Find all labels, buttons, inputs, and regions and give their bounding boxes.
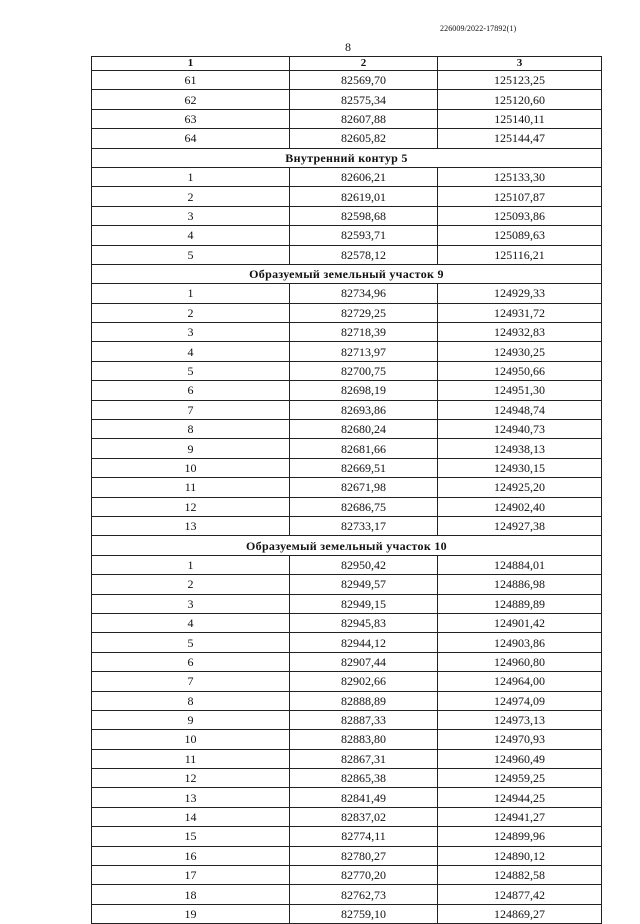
y-coordinate-cell: 124940,73 (438, 420, 602, 439)
y-coordinate-cell: 125144,47 (438, 129, 602, 148)
x-coordinate-cell: 82888,89 (290, 691, 438, 710)
x-coordinate-cell: 82569,70 (290, 71, 438, 90)
x-coordinate-cell: 82607,88 (290, 109, 438, 128)
y-coordinate-cell: 124960,80 (438, 652, 602, 671)
point-number-cell: 2 (92, 303, 290, 322)
y-coordinate-cell: 125123,25 (438, 71, 602, 90)
point-number-cell: 64 (92, 129, 290, 148)
y-coordinate-cell: 124886,98 (438, 575, 602, 594)
y-coordinate-cell: 124950,66 (438, 361, 602, 380)
section-header-row (92, 264, 602, 283)
x-coordinate-cell: 82902,66 (290, 672, 438, 691)
table-row (92, 710, 602, 729)
table-row (92, 904, 602, 923)
y-coordinate-cell: 124929,33 (438, 284, 602, 303)
y-coordinate-cell: 124973,13 (438, 710, 602, 729)
point-number-cell: 17 (92, 866, 290, 885)
table-row (92, 885, 602, 904)
x-coordinate-cell: 82907,44 (290, 652, 438, 671)
point-number-cell: 6 (92, 381, 290, 400)
table-row (92, 827, 602, 846)
table-row (92, 303, 602, 322)
table-row (92, 284, 602, 303)
table-row (92, 129, 602, 148)
point-number-cell: 11 (92, 478, 290, 497)
y-coordinate-cell: 124877,42 (438, 885, 602, 904)
point-number-cell: 10 (92, 730, 290, 749)
point-number-cell: 13 (92, 788, 290, 807)
table-row (92, 652, 602, 671)
table-row (92, 807, 602, 826)
y-coordinate-cell: 124931,72 (438, 303, 602, 322)
x-coordinate-cell: 82887,33 (290, 710, 438, 729)
point-number-cell: 1 (92, 555, 290, 574)
y-coordinate-cell: 124884,01 (438, 555, 602, 574)
y-coordinate-cell: 124930,15 (438, 458, 602, 477)
y-coordinate-cell: 125116,21 (438, 245, 602, 264)
table-row (92, 497, 602, 516)
x-coordinate-cell: 82944,12 (290, 633, 438, 652)
table-row (92, 691, 602, 710)
point-number-cell: 8 (92, 420, 290, 439)
x-coordinate-cell: 82713,97 (290, 342, 438, 361)
y-coordinate-cell: 124944,25 (438, 788, 602, 807)
point-number-cell: 3 (92, 323, 290, 342)
x-coordinate-cell: 82575,34 (290, 90, 438, 109)
table-row (92, 206, 602, 225)
point-number-cell: 11 (92, 749, 290, 768)
x-coordinate-cell: 82841,49 (290, 788, 438, 807)
x-coordinate-cell: 82700,75 (290, 361, 438, 380)
table-row (92, 478, 602, 497)
x-coordinate-cell: 82945,83 (290, 613, 438, 632)
table-row (92, 516, 602, 535)
point-number-cell: 5 (92, 361, 290, 380)
point-number-cell: 1 (92, 167, 290, 186)
x-coordinate-cell: 82681,66 (290, 439, 438, 458)
table-row (92, 90, 602, 109)
table-row (92, 361, 602, 380)
table-row (92, 71, 602, 90)
coordinates-table (91, 56, 602, 924)
y-coordinate-cell: 125120,60 (438, 90, 602, 109)
table-row (92, 672, 602, 691)
table-row (92, 439, 602, 458)
x-coordinate-cell: 82759,10 (290, 904, 438, 923)
x-coordinate-cell: 82669,51 (290, 458, 438, 477)
y-coordinate-cell: 124889,89 (438, 594, 602, 613)
y-coordinate-cell: 124899,96 (438, 827, 602, 846)
y-coordinate-cell: 124959,25 (438, 769, 602, 788)
point-number-cell: 6 (92, 652, 290, 671)
table-row (92, 555, 602, 574)
point-number-cell: 63 (92, 109, 290, 128)
x-coordinate-cell: 82593,71 (290, 226, 438, 245)
x-coordinate-cell: 82780,27 (290, 846, 438, 865)
y-coordinate-cell: 124964,00 (438, 672, 602, 691)
x-coordinate-cell: 82578,12 (290, 245, 438, 264)
document-id: 226009/2022-17892(1) (440, 24, 517, 33)
x-coordinate-cell: 82698,19 (290, 381, 438, 400)
y-coordinate-cell: 124948,74 (438, 400, 602, 419)
table-row (92, 167, 602, 186)
table-row (92, 866, 602, 885)
point-number-cell: 1 (92, 284, 290, 303)
section-title: Образуемый земельный участок 9 (92, 264, 602, 283)
point-number-cell: 4 (92, 226, 290, 245)
x-coordinate-cell: 82686,75 (290, 497, 438, 516)
x-coordinate-cell: 82865,38 (290, 769, 438, 788)
table-row (92, 846, 602, 865)
x-coordinate-cell: 82598,68 (290, 206, 438, 225)
table-row (92, 245, 602, 264)
point-number-cell: 5 (92, 633, 290, 652)
table-row (92, 458, 602, 477)
x-coordinate-cell: 82693,86 (290, 400, 438, 419)
x-coordinate-cell: 82774,11 (290, 827, 438, 846)
x-coordinate-cell: 82837,02 (290, 807, 438, 826)
point-number-cell: 62 (92, 90, 290, 109)
y-coordinate-cell: 125133,30 (438, 167, 602, 186)
table-row (92, 381, 602, 400)
table-row (92, 342, 602, 361)
y-coordinate-cell: 124970,93 (438, 730, 602, 749)
point-number-cell: 9 (92, 439, 290, 458)
section-title: Образуемый земельный участок 10 (92, 536, 602, 555)
x-coordinate-cell: 82605,82 (290, 129, 438, 148)
point-number-cell: 14 (92, 807, 290, 826)
table-row (92, 788, 602, 807)
table-row (92, 633, 602, 652)
table-row (92, 226, 602, 245)
x-coordinate-cell: 82718,39 (290, 323, 438, 342)
point-number-cell: 10 (92, 458, 290, 477)
table-row (92, 323, 602, 342)
point-number-cell: 4 (92, 613, 290, 632)
y-coordinate-cell: 124902,40 (438, 497, 602, 516)
table-row (92, 613, 602, 632)
header-row (92, 57, 602, 71)
point-number-cell: 16 (92, 846, 290, 865)
y-coordinate-cell: 124882,58 (438, 866, 602, 885)
section-header-row (92, 536, 602, 555)
point-number-cell: 19 (92, 904, 290, 923)
section-header-row (92, 148, 602, 167)
section-title: Внутренний контур 5 (92, 148, 602, 167)
y-coordinate-cell: 124925,20 (438, 478, 602, 497)
x-coordinate-cell: 82949,57 (290, 575, 438, 594)
point-number-cell: 3 (92, 206, 290, 225)
y-coordinate-cell: 125107,87 (438, 187, 602, 206)
y-coordinate-cell: 124903,86 (438, 633, 602, 652)
point-number-cell: 4 (92, 342, 290, 361)
point-number-cell: 61 (92, 71, 290, 90)
x-coordinate-cell: 82867,31 (290, 749, 438, 768)
x-coordinate-cell: 82762,73 (290, 885, 438, 904)
point-number-cell: 15 (92, 827, 290, 846)
y-coordinate-cell: 124938,13 (438, 439, 602, 458)
table-row (92, 749, 602, 768)
point-number-cell: 18 (92, 885, 290, 904)
x-coordinate-cell: 82619,01 (290, 187, 438, 206)
y-coordinate-cell: 124901,42 (438, 613, 602, 632)
y-coordinate-cell: 124951,30 (438, 381, 602, 400)
point-number-cell: 2 (92, 187, 290, 206)
table-row (92, 594, 602, 613)
y-coordinate-cell: 124869,27 (438, 904, 602, 923)
table-row (92, 420, 602, 439)
x-coordinate-cell: 82680,24 (290, 420, 438, 439)
point-number-cell: 9 (92, 710, 290, 729)
table-row (92, 575, 602, 594)
y-coordinate-cell: 125140,11 (438, 109, 602, 128)
table-row (92, 730, 602, 749)
x-coordinate-cell: 82950,42 (290, 555, 438, 574)
x-coordinate-cell: 82606,21 (290, 167, 438, 186)
point-number-cell: 12 (92, 497, 290, 516)
page-number: 8 (345, 40, 351, 54)
table-row (92, 187, 602, 206)
point-number-cell: 12 (92, 769, 290, 788)
point-number-cell: 8 (92, 691, 290, 710)
point-number-cell: 2 (92, 575, 290, 594)
x-coordinate-cell: 82729,25 (290, 303, 438, 322)
y-coordinate-cell: 125093,86 (438, 206, 602, 225)
x-coordinate-cell: 82734,96 (290, 284, 438, 303)
y-coordinate-cell: 125089,63 (438, 226, 602, 245)
x-coordinate-cell: 82733,17 (290, 516, 438, 535)
point-number-cell: 7 (92, 672, 290, 691)
y-coordinate-cell: 124974,09 (438, 691, 602, 710)
table-row (92, 109, 602, 128)
x-coordinate-cell: 82770,20 (290, 866, 438, 885)
point-number-cell: 7 (92, 400, 290, 419)
table-body (92, 71, 602, 924)
point-number-cell: 13 (92, 516, 290, 535)
table-row (92, 400, 602, 419)
y-coordinate-cell: 124927,38 (438, 516, 602, 535)
point-number-cell: 5 (92, 245, 290, 264)
x-coordinate-cell: 82671,98 (290, 478, 438, 497)
y-coordinate-cell: 124930,25 (438, 342, 602, 361)
y-coordinate-cell: 124960,49 (438, 749, 602, 768)
table-row (92, 769, 602, 788)
y-coordinate-cell: 124932,83 (438, 323, 602, 342)
column-header-3: 3 (438, 57, 602, 71)
y-coordinate-cell: 124890,12 (438, 846, 602, 865)
column-header-2: 2 (290, 57, 438, 71)
y-coordinate-cell: 124941,27 (438, 807, 602, 826)
column-header-1: 1 (92, 57, 290, 71)
point-number-cell: 3 (92, 594, 290, 613)
x-coordinate-cell: 82883,80 (290, 730, 438, 749)
x-coordinate-cell: 82949,15 (290, 594, 438, 613)
